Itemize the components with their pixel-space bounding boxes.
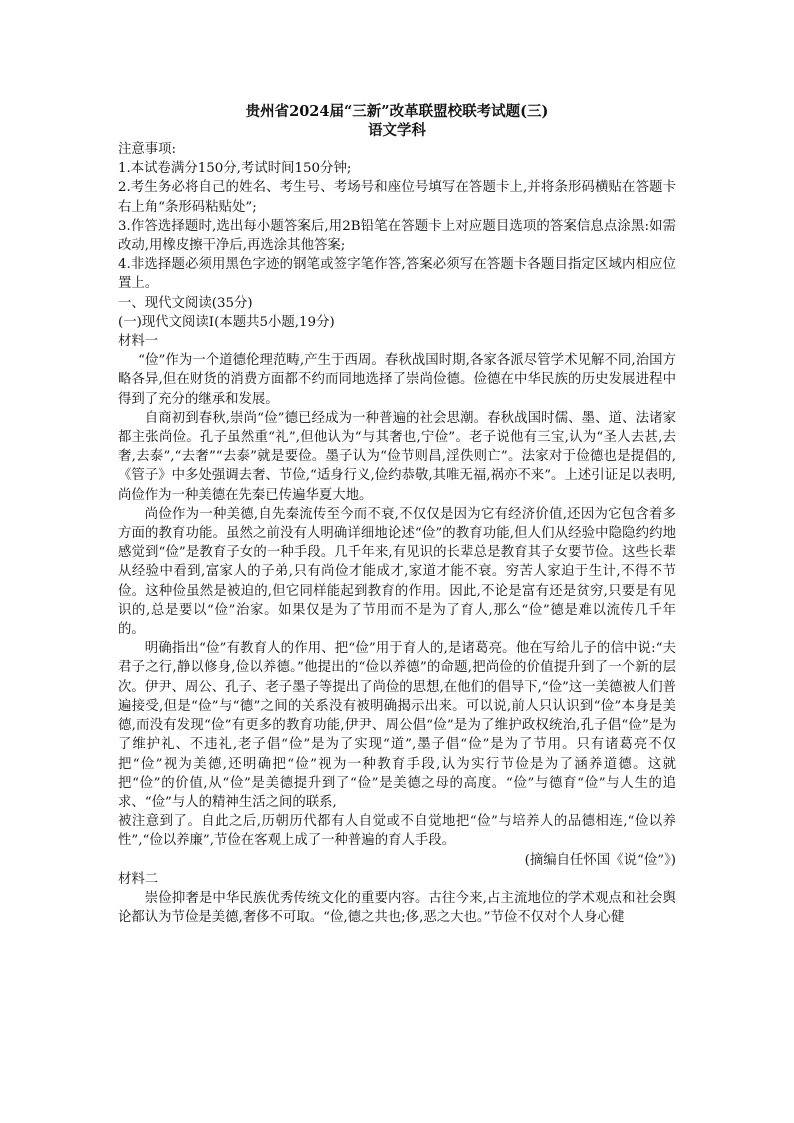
material1-paragraph-4: 明确指出“俭”有教育人的作用、把“俭”用于育人的,是诸葛亮。他在写给儿子的信中说:“夫君子之行,静以修身,俭以养德。”他提出的“俭以养德”的命题,把尚俭的价值提升到了一个新的层次。伊尹、周公、孔子、老子墨子等提出了尚俭的思想,在他们的倡导下,“俭”这一美德被人们普遍接受,但是“俭”与“德”之间的关系没有被明确揭示出来。可以说,前人只认识到“俭”本身是美德,而没有发现“俭”有更多的教育功能,伊尹、周公倡“俭”是为了维护政权统治,孔子倡“俭”是为了维护礼、不违礼,老子倡“俭”是为了实现“道”,墨子倡“俭”是为了节用。只有诸葛亮不仅把“俭”视为美德,还明确把“俭”视为一种教育手段,认为实行节俭是为了涵养道德。这就把“俭”的价值,从“俭”是美德提升到了“俭”是美德之母的高度。“俭”与德育“俭”与人生的追求、“俭”与人的精神生活之间的联系, [118, 641, 676, 810]
material2-paragraph-1: 崇俭抑奢是中华民族优秀传统文化的重要内容。古往今来,占主流地位的学术观点和社会舆论都认为节俭是美德,奢侈不可取。“俭,德之共也;侈,恶之大也。”节俭不仅对个人身心健 [118, 890, 676, 926]
notice-item-4: 4.非选择题必须用黑色字迹的钢笔或签字笔作答,答案必须写在答题卡各题目指定区域内相应位置上。 [118, 257, 676, 292]
material1-source: (摘编自任怀国《说“俭”》) [524, 852, 676, 868]
exam-subtitle: 语文学科 [368, 122, 426, 139]
material1-paragraph-1: “俭”作为一个道德伦理范畴,产生于西周。春秋战国时期,各家各派尽管学术见解不同,治国方略各异,但在财货的消费方面都不约而同地选择了崇尚俭德。俭德在中华民族的历史发展进程中得到了充分的继承和发展。 [118, 353, 676, 407]
exam-body [118, 140, 676, 927]
material1-paragraph-2: 自商初到春秋,崇尚“俭”德已经成为一种普遍的社会思潮。春秋战国时儒、墨、道、法诸家都主张尚俭。孔子虽然重“礼”,但他认为“与其奢也,宁俭”。老子说他有三宝,认为“圣人去甚,去奢,去泰”,“去奢”“去泰”就是要俭。墨子认为“俭节则昌,淫佚则亡”。法家对于俭德也是提倡的,《管子》中多处强调去奢、节俭,“适身行义,俭约恭敬,其唯无福,祸亦不来”。上述引证足以表明,尚俭作为一种美德在先秦已传遍华夏大地。 [118, 410, 676, 503]
material1-paragraph-3: 尚俭作为一种美德,自先秦流传至今而不衰,不仅仅是因为它有经济价值,还因为它包含着多方面的教育功能。虽然之前没有人明确详细地论述“俭”的教育功能,但人们从经验中隐隐约约地感觉到“俭”是教育子女的一种手段。几千年来,有见识的长辈总是教育其子女要节俭。这些长辈从经验中看到,富家人的子弟,只有尚俭才能成才,家道才能不衰。穷苦人家迫于生计,不得不节俭。这种俭虽然是被迫的,但它同样能起到教育的作用。因此,不论是富有还是贫穷,只要是有见识的,总是要以“俭”治家。如果仅是为了节用而不是为了育人,那么“俭”德是难以流传几千年的。 [118, 506, 676, 638]
section-heading: 一、现代文阅读(35分) [118, 295, 253, 311]
material2-label: 材料二 [118, 871, 159, 887]
exam-title: 贵州省2024届“三新”改革联盟校联考试题(三) [245, 103, 549, 120]
notice-heading: 注意事项: [118, 142, 177, 157]
notice-item-1: 1.本试卷满分150分,考试时间150分钟; [118, 161, 352, 177]
material1-label: 材料一 [118, 334, 159, 350]
notice-item-2: 2.考生务必将自己的姓名、考生号、考场号和座位号填写在答题卡上,并将条形码横贴在答题卡右上角“条形码粘贴处”; [118, 180, 676, 215]
material1-tail: 被注意到了。自此之后,历朝历代都有人自觉或不自觉地把“俭”与培养人的品德相连,“俭以养性”,“俭以养廉”,节俭在客观上成了一种普遍的育人手段。 [118, 814, 676, 849]
section-subheading: (一)现代文阅读Ⅰ(本题共5小题,19分) [118, 314, 335, 330]
notice-item-3: 3.作答选择题时,选出每小题答案后,用2B铅笔在答题卡上对应题目选项的答案信息点涂黑:如需改动,用橡皮擦干净后,再选涂其他答案; [118, 218, 676, 254]
